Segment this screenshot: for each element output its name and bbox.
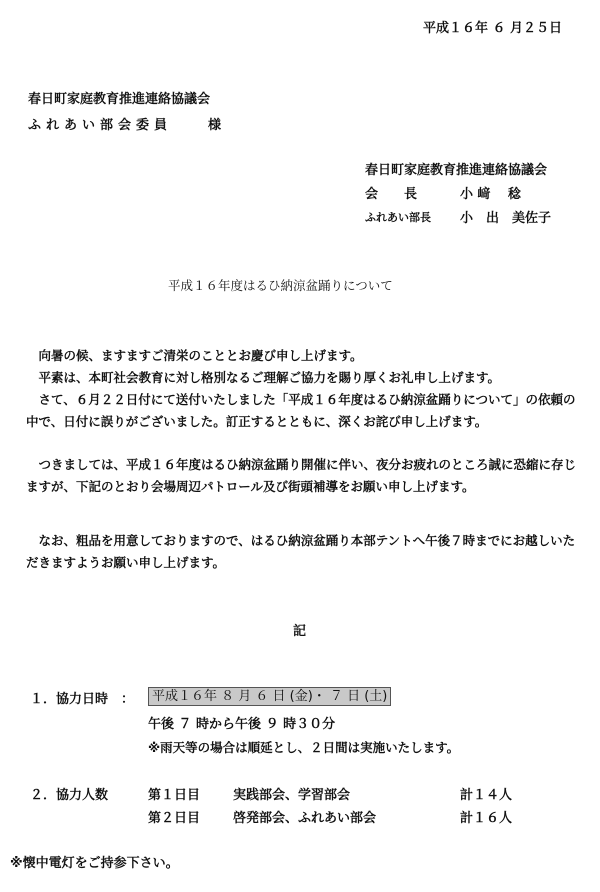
sender-section-title: ふれあい部長	[365, 211, 431, 224]
sender-chair-title: 会 長	[365, 187, 418, 202]
day-label: 第２日目	[148, 811, 201, 826]
sender-organization: 春日町家庭教育推進連絡協議会	[365, 163, 548, 178]
cooperation-date-value: 平成１６年 ８ 月 ６ 日 (金)・ ７ 日 (土)	[148, 687, 391, 706]
day-total: 計１４人	[460, 788, 513, 803]
rain-note: ※雨天等の場合は順延とし、２日間は実施いたします。	[148, 740, 460, 755]
gift-paragraph: なお、粗品を用意しておりますので、はるひ納涼盆踊り本部テントへ午後７時までにお越しいただきますようお願い申し上げます。	[26, 533, 576, 570]
thanks-paragraph: 平素は、本町社会教育に対し格別なるご理解ご協力を賜り厚くお礼申し上げます。	[38, 370, 501, 385]
cooperation-time: 午後 ７ 時から午後 ９ 時３０分	[148, 717, 336, 732]
sender-section-name: 小 出 美佐子	[460, 211, 552, 226]
recipient-group: ふれあい部会委員	[28, 118, 173, 133]
request-paragraph: つきましては、平成１６年度はるひ納涼盆踊り開催に伴い、夜分お疲れのところ誠に恐縮に存じますが、下記のとおり会場周辺パトロール及び街頭補導をお願い申し上げます。	[26, 457, 577, 494]
day-total: 計１６人	[460, 811, 513, 826]
greeting-paragraph: 向暑の候、ますますご清栄のこととお慶び申し上げます。	[38, 348, 363, 363]
day-groups: 啓発部会、ふれあい部会	[233, 811, 377, 826]
day-label: 第１日目	[148, 788, 201, 803]
sender-chair-name: 小 﨑 稔	[460, 187, 522, 202]
correction-paragraph: さて、６月２２日付にて送付いたしました「平成１６年度はるひ納涼盆踊りについて」の依頼の中で、日付に誤りがございました。訂正するとともに、深くお詫び申し上げます。	[26, 392, 576, 429]
cooperation-people-label: ２．協力人数	[30, 788, 109, 803]
ki-heading: 記	[293, 624, 307, 639]
document-subject: 平成１６年度はるひ納涼盆踊りについて	[168, 278, 393, 293]
day-groups: 実践部会、学習部会	[233, 788, 351, 803]
document-date: 平成１６年 ６ 月２５日	[422, 21, 562, 36]
footnote: ※懐中電灯をご持参下さい。	[10, 856, 179, 871]
recipient-honorific: 様	[208, 118, 222, 133]
cooperation-date-label: １．協力日時 ：	[30, 692, 135, 707]
recipient-organization: 春日町家庭教育推進連絡協議会	[28, 92, 211, 107]
